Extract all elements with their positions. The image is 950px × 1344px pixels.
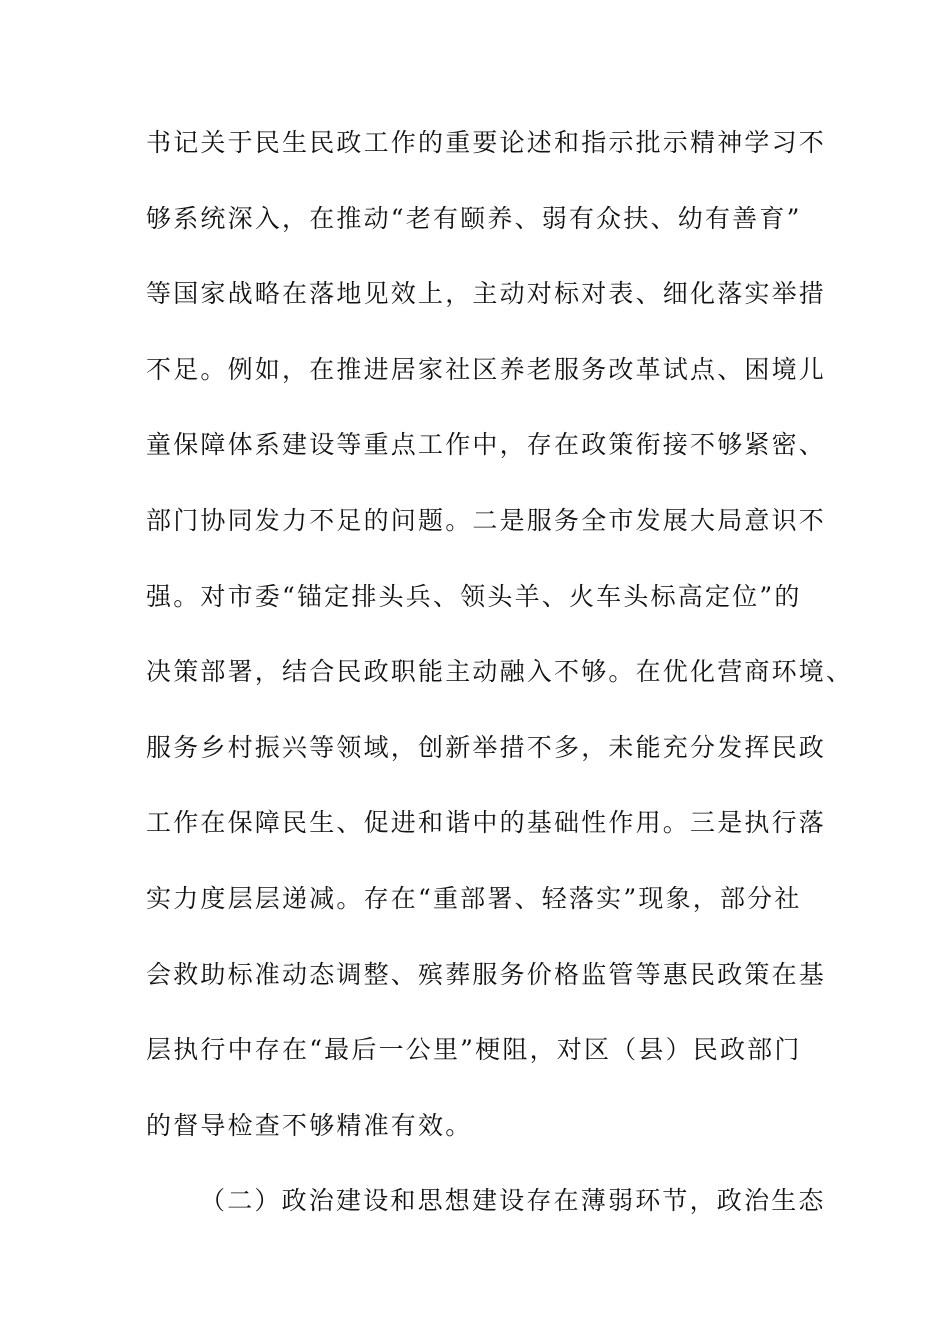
text-line: 的督导检查不够精准有效。 (146, 1110, 473, 1140)
text-line: 强。对市委“锚定排头兵、领头羊、火车头标高定位”的 (146, 581, 802, 611)
text-line: 够系统深入，在推动“老有颐养、弱有众扶、幼有善育” (146, 203, 802, 233)
text-line: 层执行中存在“最后一公里”梗阻，对区（县）民政部门 (146, 1035, 802, 1065)
text-line: 决策部署，结合民政职能主动融入不够。在优化营商环境、 (146, 657, 854, 687)
text-line: 部门协同发力不足的问题。二是服务全市发展大局意识不 (146, 505, 827, 535)
text-line: 书记关于民生民政工作的重要论述和指示批示精神学习不 (146, 128, 827, 157)
text-line: 不足。例如，在推进居家社区养老服务改革试点、困境儿 (146, 354, 827, 384)
text-line: 工作在保障民生、促进和谐中的基础性作用。三是执行落 (146, 808, 827, 838)
section-heading: （二）政治建设和思想建设存在薄弱环节，政治生态 (200, 1186, 826, 1216)
text-line: 会救助标准动态调整、殡葬服务价格监管等惠民政策在基 (146, 959, 827, 989)
text-line: 服务乡村振兴等领域，创新举措不多，未能充分发挥民政 (146, 732, 827, 762)
document-body (146, 118, 854, 1252)
text-line: 实力度层层递减。存在“重部署、轻落实”现象，部分社 (146, 883, 802, 913)
text-line: 等国家战略在落地见效上，主动对标对表、细化落实举措 (146, 279, 827, 309)
text-line: 童保障体系建设等重点工作中，存在政策衔接不够紧密、 (146, 430, 827, 460)
